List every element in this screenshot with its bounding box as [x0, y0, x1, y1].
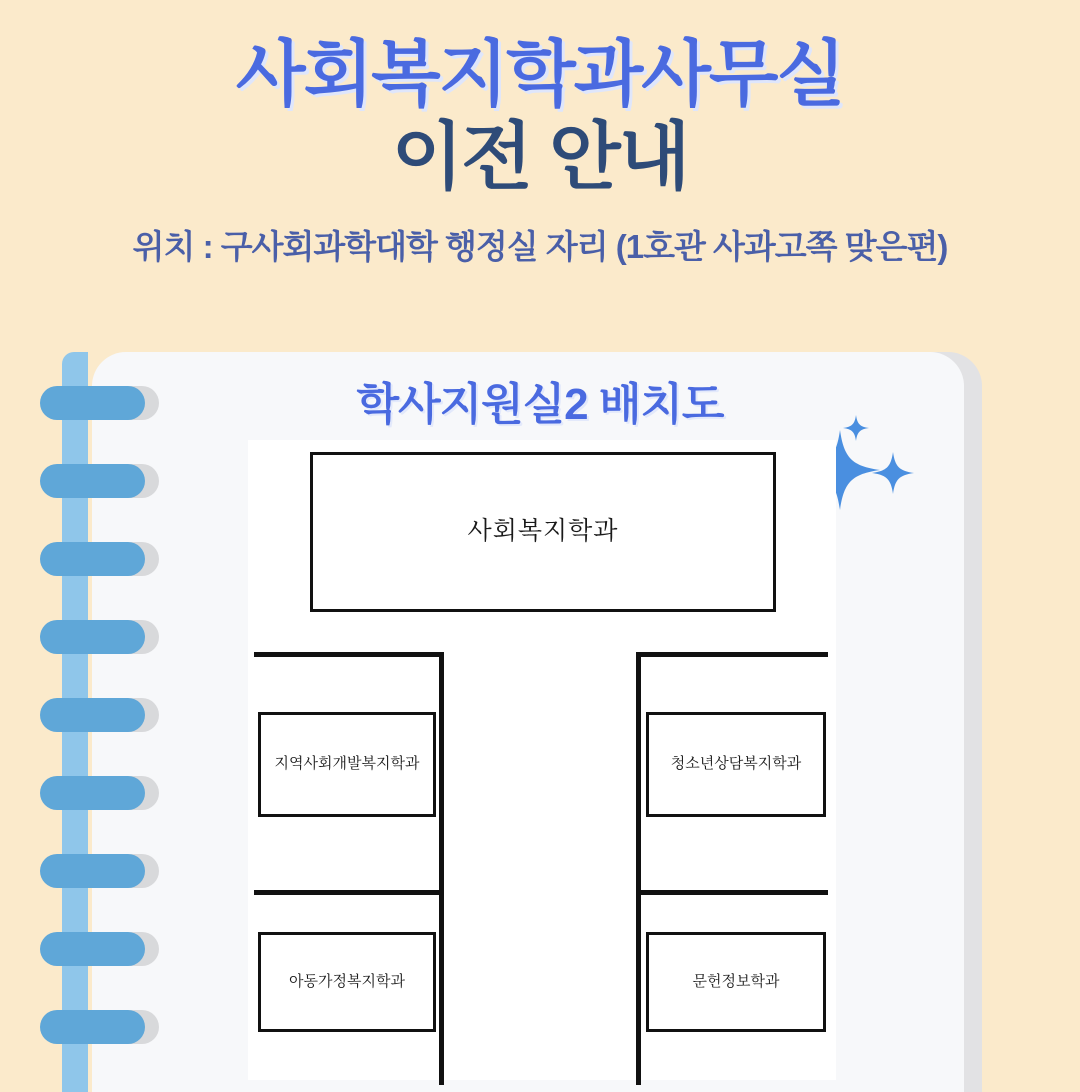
wall-segment: [636, 895, 641, 1085]
diagram-heading: 학사지원실2 배치도: [356, 380, 724, 429]
poster-header: [0, 0, 1080, 268]
ring-icon: [40, 854, 145, 888]
ring-icon: [40, 776, 145, 810]
ring-icon: [40, 932, 145, 966]
ring-icon: [40, 386, 145, 420]
wall-segment: [439, 652, 444, 892]
wall-segment: [636, 890, 828, 895]
room-box-community-development-welfare: 지역사회개발복지학과: [258, 712, 436, 817]
room-box-social-welfare: 사회복지학과: [310, 452, 776, 612]
ring-icon: [40, 1010, 145, 1044]
wall-segment: [439, 895, 444, 1085]
floor-plan: [248, 440, 836, 1080]
wall-segment: [636, 652, 828, 657]
ring-icon: [40, 464, 145, 498]
ring-icon: [40, 542, 145, 576]
page-title-line1: 사회복지학과사무실: [236, 35, 844, 115]
notebook-spiral-rings: [40, 386, 160, 1092]
sparkle-small-icon: [872, 452, 914, 494]
room-box-child-family-welfare: 아동가정복지학과: [258, 932, 436, 1032]
page-title-line2: 이전 안내: [391, 114, 689, 198]
location-subtitle: 위치 : 구사회과학대학 행정실 자리 (1호관 사과고쪽 맞은편): [132, 228, 948, 266]
wall-segment: [254, 652, 444, 657]
room-box-library-information-science: 문헌정보학과: [646, 932, 826, 1032]
room-box-youth-counseling-welfare: 청소년상담복지학과: [646, 712, 826, 817]
sparkle-tiny-icon: [843, 415, 869, 441]
ring-icon: [40, 620, 145, 654]
wall-segment: [254, 890, 444, 895]
ring-icon: [40, 698, 145, 732]
wall-segment: [636, 652, 641, 892]
